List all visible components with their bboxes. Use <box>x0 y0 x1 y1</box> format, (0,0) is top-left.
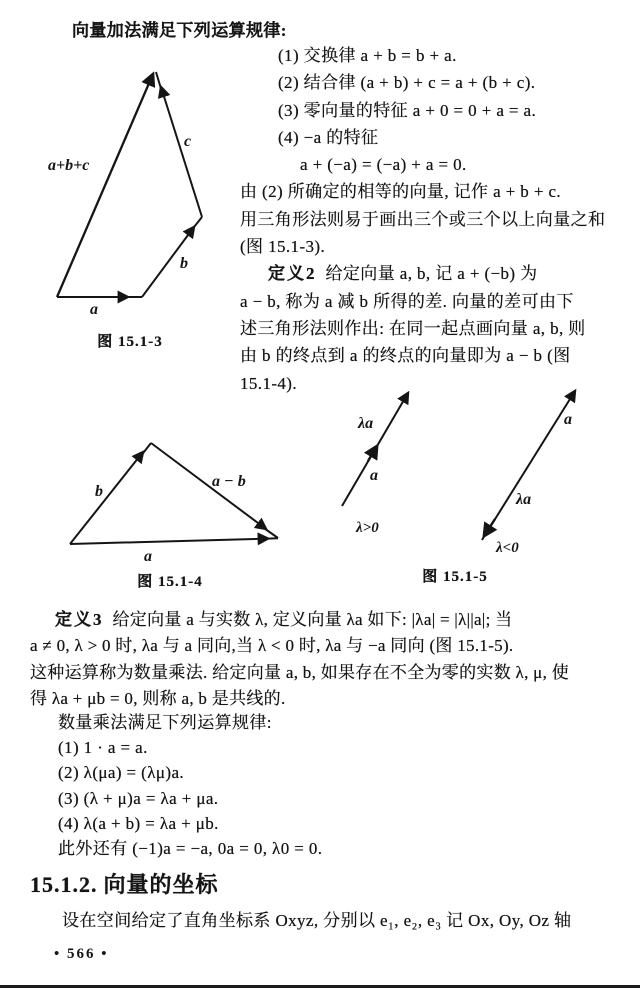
equation-line: a + (−a) = (−a) + a = 0. <box>300 155 467 175</box>
definition-2-label: 定义2 <box>268 264 317 284</box>
definition-2-text: 给定向量 a, b, 记 a + (−b) 为 <box>325 264 538 284</box>
definition-3-lead <box>30 607 634 633</box>
right-column <box>240 42 640 397</box>
figure-scalar-multiplication-15-1-5 <box>330 380 620 560</box>
intro-line: 向量加法满足下列运算规律: <box>72 21 287 40</box>
scalar-multiplication-rules <box>58 710 628 861</box>
lambda-positive-line <box>342 393 408 506</box>
definition-3-body <box>30 633 634 712</box>
vector-b-arrow-tail <box>140 443 151 457</box>
vector-addition-rules <box>240 42 640 151</box>
text-line: 得 λa + μb = 0, 则称 a, b 是共线的. <box>30 688 286 708</box>
text-line: 用三角形法则易于画出三个或三个以上向量之和 <box>240 209 606 229</box>
scalar-rules-list <box>58 735 628 861</box>
vector-a-minus-b-arrow <box>151 443 266 529</box>
vector-a-minus-b-label: a − b <box>212 473 246 490</box>
figure-vector-difference-15-1-4 <box>40 420 300 570</box>
scalar-rules-intro: 数量乘法满足下列运算规律: <box>58 713 272 732</box>
vector-b-arrow-tail <box>190 217 202 232</box>
lambda-a-label-left: λa <box>358 415 374 432</box>
section-number: 15.1.2. <box>30 872 98 897</box>
vector-a-label-right: a <box>564 411 572 428</box>
text-line: 由 (2) 所确定的相等的向量, 记作 a + b + c. <box>240 182 562 202</box>
figure-caption: 图 15.1-4 <box>137 574 203 590</box>
definition-3-paragraph <box>30 607 634 712</box>
text-line: (2) 结合律 (a + b) + c = a + (b + c). <box>278 73 536 93</box>
text-line: 此外还有 (−1)a = −a, 0a = 0, λ0 = 0. <box>58 838 323 858</box>
paragraph-sum-of-vectors <box>240 178 640 260</box>
text-line: (2) λ(μa) = (λμ)a. <box>58 763 185 783</box>
lambda-positive-label: λ>0 <box>356 520 379 536</box>
text-line: a − b, 称为 a 减 b 所得的差. 向量的差可由下 <box>240 291 574 311</box>
vector-b-label: b <box>180 255 188 272</box>
text-line: 述三角形法则作出: 在同一起点画向量 a, b, 则 <box>240 318 586 338</box>
vector-c-arrow <box>161 87 202 217</box>
text-line: (4) −a 的特征 <box>278 127 379 147</box>
text-line: (1) 交换律 a + b = b + a. <box>278 46 457 65</box>
text-line: (3) 零向量的特征 a + 0 = 0 + a = a. <box>278 100 537 120</box>
text-line: 15.1-4). <box>240 373 298 393</box>
coordinate-paragraph: 设在空间给定了直角坐标系 Oxyz, 分别以 e₁, e₂, e₃ 记 Ox, Oy, Oz 轴 <box>62 911 572 930</box>
figure-caption: 图 15.1-5 <box>422 569 488 585</box>
vector-b-label: b <box>95 483 103 500</box>
vector-a-label: a <box>144 548 152 565</box>
section-heading <box>30 868 219 899</box>
figure-caption: 图 15.1-3 <box>97 334 163 350</box>
section-title: 向量的坐标 <box>103 872 219 897</box>
lambda-negative-line <box>482 391 575 540</box>
sum-label: a+b+c <box>48 157 90 174</box>
text-line: (4) λ(a + b) = λa + μb. <box>58 813 219 833</box>
text-line: 由 b 的终点到 a 的终点的向量即为 a − b (图 <box>240 346 571 366</box>
vector-b-arrow <box>70 452 143 544</box>
vector-a-arrow <box>70 539 268 544</box>
vector-a-label: a <box>90 301 98 318</box>
text-line: a ≠ 0, λ > 0 时, λa 与 a 同向,当 λ < 0 时, λa 与 −a 同向 (图 15.1-5). <box>30 636 514 656</box>
text-line: (3) (λ + μ)a = λa + μa. <box>58 788 219 808</box>
vector-a-arrow-left <box>368 446 377 461</box>
figure-vector-sum-15-1-3 <box>20 60 240 328</box>
page-number: • 566 • <box>54 946 109 962</box>
definition-3-label: 定义3 <box>55 610 104 629</box>
lambda-a-label-right: λa <box>516 491 532 508</box>
vector-a-label-left: a <box>370 467 378 484</box>
definition-3-text: 给定向量 a 与实数 λ, 定义向量 λa 如下: |λa| = |λ||a|; 当 <box>112 610 513 629</box>
lambda-a-arrow-right <box>484 519 495 536</box>
vector-a-minus-b-tail <box>261 526 278 538</box>
vector-c-arrow-tail <box>156 72 162 92</box>
vector-c-label: c <box>184 133 192 150</box>
text-line: 这种运算称为数量乘法. 给定向量 a, b, 如果存在不全为零的实数 λ, μ, 使 <box>30 662 570 682</box>
definition-2-lead <box>240 260 640 287</box>
vector-abc-sum-arrow <box>57 74 153 297</box>
lambda-negative-label: λ<0 <box>496 540 519 556</box>
text-line: (1) 1 · a = a. <box>58 738 148 758</box>
vector-a-arrow-right <box>482 391 575 540</box>
text-line: (图 15.1-3). <box>240 237 326 257</box>
